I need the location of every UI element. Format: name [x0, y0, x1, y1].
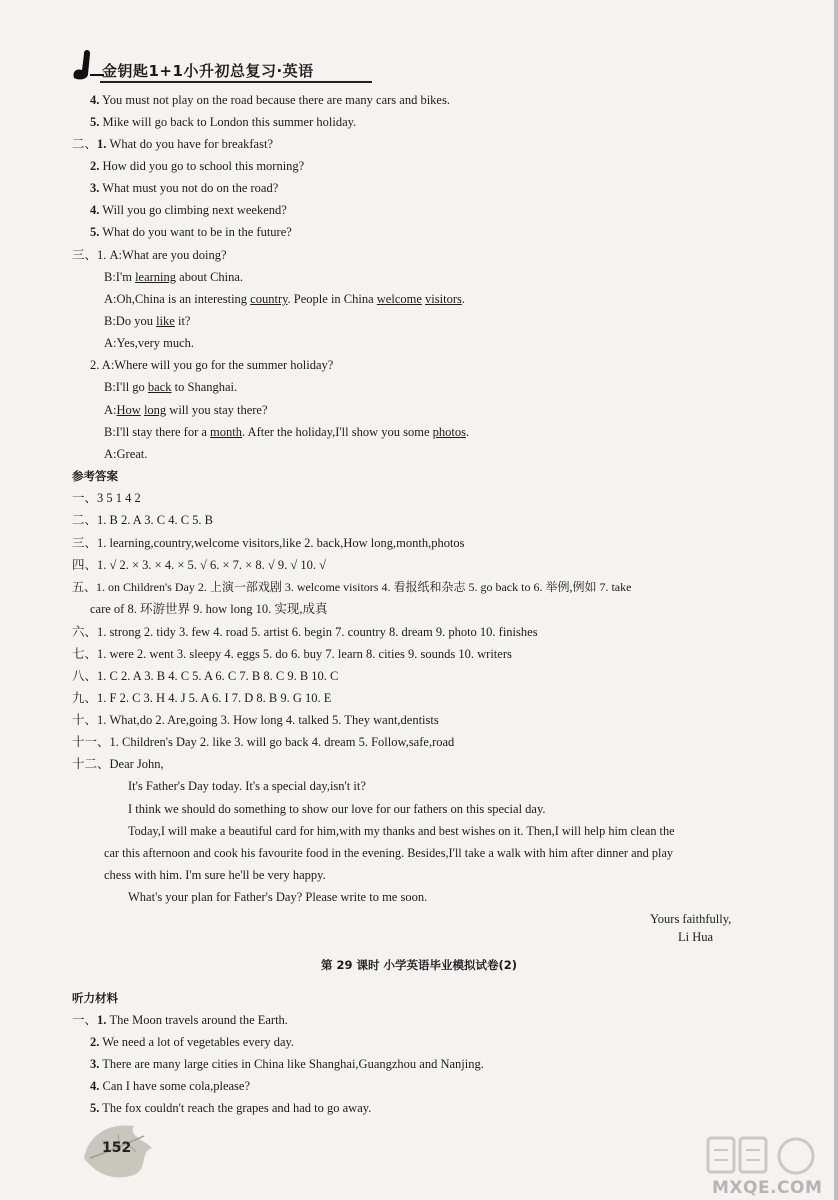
answer-line: 五、1. on Children's Day 2. 上演一部戏剧 3. welcome visitors 4. 看报纸和杂志 5. go back to 6. 举例,例如 7. take [72, 580, 632, 594]
header-title: 金钥匙1+1小升初总复习·英语 [102, 62, 314, 80]
letter-paragraph: car this afternoon and cook his favourite food in the evening. Besides,I'll take a walk with him after dinner and play [104, 846, 674, 860]
page-header [70, 48, 370, 82]
letter-paragraph: It's Father's Day today. It's a special day,isn't it? [128, 779, 366, 793]
dialogue-line: B:I'll stay there for a month. After the holiday,I'll show you some photos. [104, 425, 470, 439]
dialogue-line: B:I'll go back to Shanghai. [104, 380, 238, 394]
dialogue-line: B:Do you like it? [104, 314, 191, 328]
list-item: 2. We need a lot of vegetables every day. [90, 1035, 295, 1049]
letter-signature: Li Hua [678, 930, 714, 944]
list-item: 3. What must you not do on the road? [90, 181, 279, 195]
header-rule [100, 81, 372, 83]
list-item: 4. You must not play on the road because there are many cars and bikes. [90, 93, 450, 107]
dialogue-line: 2. A:Where will you go for the summer holiday? [90, 358, 334, 372]
answers-heading: 参考答案 [72, 469, 118, 483]
page-number: 152 [102, 1140, 132, 1156]
dialogue-line: B:I'm learning about China. [104, 270, 244, 284]
list-item: 5. Mike will go back to London this summer holiday. [90, 115, 357, 129]
list-item: 二、1. What do you have for breakfast? [72, 137, 273, 151]
dialogue-line: A:How long will you stay there? [104, 403, 268, 417]
list-item: 一、1. The Moon travels around the Earth. [72, 1013, 288, 1027]
list-item: 5. What do you want to be in the future? [90, 225, 292, 239]
list-item: 4. Can I have some cola,please? [90, 1079, 251, 1093]
list-item: 3. There are many large cities in China like Shanghai,Guangzhou and Nanjing. [90, 1057, 484, 1071]
answer-line: 六、1. strong 2. tidy 3. few 4. road 5. artist 6. begin 7. country 8. dream 9. photo 10. finishes [72, 625, 538, 639]
answer-line: 十一、1. Children's Day 2. like 3. will go back 4. dream 5. Follow,safe,road [72, 735, 455, 749]
answer-line: care of 8. 环游世界 9. how long 10. 实现,成真 [90, 602, 328, 616]
letter-paragraph: chess with him. I'm sure he'll be very happy. [104, 868, 326, 882]
letter-paragraph: Today,I will make a beautiful card for him,with my thanks and best wishes on it. Then,I will help him clean the [128, 824, 675, 838]
list-item: 5. The fox couldn't reach the grapes and had to go away. [90, 1101, 372, 1115]
answer-line: 十、1. What,do 2. Are,going 3. How long 4. talked 5. They want,dentists [72, 713, 439, 727]
answer-line: 十二、Dear John, [72, 757, 164, 771]
answer-line: 七、1. were 2. went 3. sleepy 4. eggs 5. do 6. buy 7. learn 8. cities 9. sounds 10. writers [72, 647, 512, 661]
page-edge [834, 0, 838, 1200]
answer-line: 二、1. B 2. A 3. C 4. C 5. B [72, 513, 213, 527]
dialogue-line: A:Oh,China is an interesting country. People in China welcome visitors. [104, 292, 465, 306]
lesson-title: 第 29 课时 小学英语毕业模拟试卷(2) [320, 958, 518, 972]
answer-line: 九、1. F 2. C 3. H 4. J 5. A 6. I 7. D 8. B 9. G 10. E [72, 691, 332, 705]
letter-paragraph: What's your plan for Father's Day? Please write to me soon. [128, 890, 428, 904]
list-item: 2. How did you go to school this morning? [90, 159, 305, 173]
answer-line: 一、3 5 1 4 2 [72, 491, 141, 505]
list-item: 4. Will you go climbing next weekend? [90, 203, 287, 217]
answer-line: 四、1. √ 2. × 3. × 4. × 5. √ 6. × 7. × 8. √ 9. √ 10. √ [72, 558, 326, 572]
listening-heading: 听力材料 [72, 991, 118, 1005]
dialogue-line: 三、1. A:What are you doing? [72, 248, 227, 262]
watermark-text: MXQE.COM [712, 1178, 823, 1198]
dialogue-line: A:Great. [104, 447, 148, 461]
answer-line: 三、1. learning,country,welcome visitors,like 2. back,How long,month,photos [72, 536, 465, 550]
dialogue-line: A:Yes,very much. [104, 336, 195, 350]
letter-paragraph: I think we should do something to show our love for our fathers on this special day. [128, 802, 546, 816]
answer-line: 八、1. C 2. A 3. B 4. C 5. A 6. C 7. B 8. C 9. B 10. C [72, 669, 339, 683]
letter-closing: Yours faithfully, [650, 912, 732, 926]
key-logo-icon [70, 48, 106, 82]
